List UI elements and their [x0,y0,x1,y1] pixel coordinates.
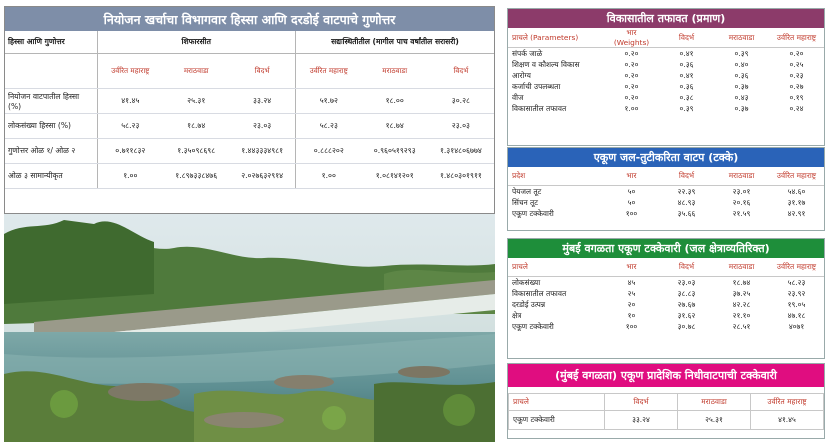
value-cell: २३.०३ [229,114,295,139]
value-cell: ०.९६०५१९२९३ [362,139,428,164]
value-cell: ०.३६ [734,70,749,80]
development-gap-title: विकासातील तफावत (प्रमाण) [508,9,824,28]
col-header: मराठवाडा [678,394,751,411]
regional-fund-allocation-table [508,393,824,430]
table-row [508,92,824,103]
value-cell: ०.३६ [679,81,694,91]
water-deficit-panel [507,147,825,231]
value-cell: २० [627,299,636,309]
value-cell: १.०० [97,164,163,189]
value-cell: १९.०५ [787,299,806,309]
value-cell: ५१.७२ [295,89,361,114]
value-cell: ०.४१ [679,70,694,80]
row-label: दरडोई उत्पन्न [512,299,546,309]
value-cell: ३८.८३ [677,288,696,298]
col-header: विदर्भ [659,167,714,186]
group-recommended-header: शिफारसीत [97,31,295,54]
value-cell: ०.३८ [679,92,694,102]
row-label: क्षेत्र [512,310,522,320]
value-cell: १८.७४ [362,114,428,139]
subhead-cell: उर्वरित महाराष्ट्र [97,54,163,89]
col-header: भार [604,167,659,186]
subhead-cell: मराठवाडा [362,54,428,89]
value-cell: ३३.२४ [229,89,295,114]
table-row [5,89,494,114]
value-cell: ५० [627,186,636,196]
col-header: प्राचले (Parameters) [508,28,604,48]
river-weir-illustration [4,214,495,442]
value-cell: ४२.२८ [732,299,751,309]
value-cell: ०.४१ [679,48,694,58]
table-row [508,197,824,208]
value-cell: १.०० [295,164,361,189]
overall-percentage-title: मुंबई वगळता एकूण टक्केवारी (जल क्षेत्राव्यतिरिक्त) [508,239,824,258]
development-gap-table [508,28,824,114]
value-cell: ३३.२४ [605,411,678,430]
row-label: गुणोत्तर ओळ १/ ओळ २ [5,139,97,164]
value-cell: ५८.२३ [787,277,806,287]
value-cell: २१.१० [732,310,751,320]
value-cell: १८.०० [362,89,428,114]
col-header: उर्वरित महाराष्ट्र [751,394,824,411]
value-cell: २८.५१ [732,321,751,331]
row-label: विकासातील तफावत [512,288,567,298]
col-header: प्राचले [509,394,605,411]
value-cell: ०.३९ [734,48,749,58]
table-row [509,411,824,430]
row-label: वीज [512,92,524,102]
value-cell: ०.१९ [789,92,804,102]
value-cell: ३१.६२ [677,310,696,320]
value-cell: १.३१४८०६७७४ [428,139,494,164]
regional-fund-allocation-title: (मुंबई वगळता) एकूण प्रादेशिक निधीवाटपाची टक्केवारी [508,364,824,387]
value-cell: ३१.१७ [787,197,806,207]
value-cell: ५४.६० [787,186,806,196]
regional-fund-allocation-panel [507,363,825,439]
value-cell: १०० [625,321,638,331]
group-current-header: सद्यःस्थितीतील (मागील पाच वर्षांतील सरासरी) [295,31,494,54]
subhead-cell: उर्वरित महाराष्ट्र [295,54,361,89]
value-cell: १.३५०९८६९८ [163,139,229,164]
value-cell: १८.७४ [163,114,229,139]
value-cell: २२.३९ [677,186,696,196]
col-header: मराठवाडा [714,258,769,277]
value-cell: १०० [625,208,638,218]
value-cell: ०.३७ [734,103,749,113]
value-cell: १.०० [624,103,639,113]
plan-allocation-table-panel [4,6,495,214]
table-row [5,164,494,189]
value-cell: ०.३९ [679,103,694,113]
table-row [508,81,824,92]
value-cell: ४८.९३ [677,197,696,207]
col-header: मराठवाडा [714,167,769,186]
value-cell: १० [627,310,636,320]
left-table-title: नियोजन खर्चाचा विभागवार हिस्सा आणि दरडोई वाटपाचे गुणोत्तर [5,7,494,31]
value-cell: ०.८८८२०२ [295,139,361,164]
row-label: आरोग्य [512,70,531,80]
row-label: संपर्क जाळे [512,48,543,58]
table-row [5,139,494,164]
value-cell: ३०.२८ [428,89,494,114]
subhead-cell: विदर्भ [229,54,295,89]
value-cell: २.०२७६३२९१४ [229,164,295,189]
value-cell: २५ [627,288,636,298]
row-label: सिंचन तूट [512,197,538,207]
value-cell: ०.३७ [734,81,749,91]
value-cell: ०.२० [789,48,804,58]
table-row [5,114,494,139]
row-label: शिक्षण व कौशल्य विकास [512,59,580,69]
value-cell: २०.१६ [732,197,751,207]
value-cell: २३.०३ [677,277,696,287]
row-label: लोकसंख्या [512,277,541,287]
row-label: पेयजल तूट [512,186,542,196]
row-label: विकासातील तफावत [512,103,567,113]
value-cell: २५.३१ [678,411,751,430]
table-row [508,103,824,114]
value-cell: ४७.१८ [787,310,806,320]
river-weir-photo [4,214,495,442]
row-label: एकूण टक्केवारी [512,321,554,331]
table-row [508,310,824,321]
value-cell: ५० [627,197,636,207]
value-cell: ०.२५ [789,59,804,69]
value-cell: २५.३१ [163,89,229,114]
overall-percentage-table [508,258,824,332]
value-cell: ०.२० [624,81,639,91]
value-cell: ०.७११८३२ [97,139,163,164]
row-label: लोकसंख्या हिस्सा (%) [5,114,97,139]
table-row [508,321,824,332]
table-row [508,186,824,198]
subhead-cell: विदर्भ [428,54,494,89]
table-row [508,299,824,310]
row-label: एकूण टक्केवारी [512,208,554,218]
value-cell: १.०८१४१२०१ [362,164,428,189]
value-cell: ३०.७८ [677,321,696,331]
development-gap-panel [507,8,825,146]
value-cell: ४१.४५ [751,411,824,430]
col-header: उर्वरित महाराष्ट्र [769,167,824,186]
value-cell: २३.०१ [732,186,751,196]
row-label: ओळ ३ सामान्यीकृत [5,164,97,189]
col-header: भार (Weights) [604,28,659,48]
water-deficit-title: एकूण जल-तुटीकरिता वाटप (टक्के) [508,148,824,167]
col-header: उर्वरित महाराष्ट्र [769,28,824,48]
row-label: कर्जाची उपलब्धता [512,81,561,91]
value-cell: ०.२३ [789,70,804,80]
overall-percentage-panel [507,238,825,359]
table-row [508,288,824,299]
value-cell: २३.९२ [787,288,806,298]
value-cell: ३७.२५ [732,288,751,298]
value-cell: १.४४३३३४९८१ [229,139,295,164]
col-header: प्रदेश [508,167,604,186]
value-cell: ०.२० [624,48,639,58]
col-label-header: हिस्सा आणि गुणोत्तर [5,31,97,54]
plan-allocation-table [5,31,494,189]
col-header: विदर्भ [659,258,714,277]
value-cell: २१.५९ [732,208,751,218]
value-cell: ४५ [627,277,636,287]
value-cell: १.८९७३३८४७६ [163,164,229,189]
row-label: नियोजन वाटपातील हिस्सा (%) [5,89,97,114]
value-cell: ४२.९१ [787,208,806,218]
col-header: विदर्भ [605,394,678,411]
table-row [508,208,824,219]
water-deficit-table [508,167,824,219]
subhead-cell: मराठवाडा [163,54,229,89]
value-cell: ०.३६ [679,59,694,69]
table-row [508,48,824,60]
value-cell: ०.४० [734,59,749,69]
col-header: मराठवाडा [714,28,769,48]
value-cell: ०.२० [624,59,639,69]
value-cell: ०.२४ [789,103,804,113]
value-cell: १.४८०३०१९११ [428,164,494,189]
row-label: एकूण टक्केवारी [509,411,605,430]
table-row [508,70,824,81]
value-cell: ०.२० [624,92,639,102]
value-cell: ३५.६६ [677,208,696,218]
value-cell: ०.४३ [734,92,749,102]
col-header: विदर्भ [659,28,714,48]
value-cell: ०.२० [624,70,639,80]
value-cell: ४०७१ [788,321,805,331]
value-cell: ५८.२३ [295,114,361,139]
value-cell: ४१.४५ [97,89,163,114]
value-cell: ०.२७ [789,81,804,91]
col-header: प्राचले [508,258,604,277]
value-cell: ५८.२३ [97,114,163,139]
table-row [508,277,824,289]
table-row [508,59,824,70]
col-header: उर्वरित महाराष्ट्र [769,258,824,277]
value-cell: २३.०३ [428,114,494,139]
value-cell: २७.६७ [677,299,696,309]
value-cell: १८.७४ [732,277,751,287]
col-header: भार [604,258,659,277]
empty-cell [5,54,97,89]
